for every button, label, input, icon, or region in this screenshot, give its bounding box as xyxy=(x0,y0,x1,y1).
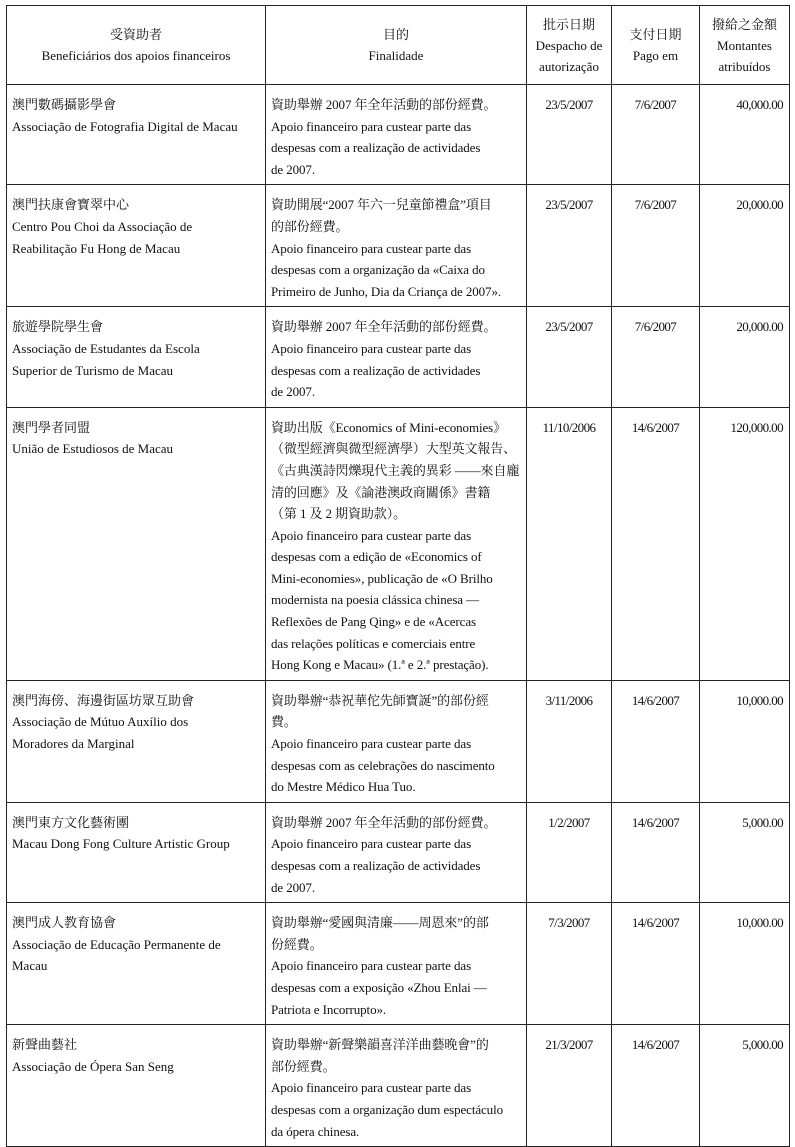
purpose-line: das relações políticas e comerciais entre xyxy=(271,635,476,651)
purpose-cell xyxy=(266,407,527,680)
beneficiary-line: Associação de Mútuo Auxílio dos xyxy=(12,714,189,730)
purpose-line: despesas com a realização de actividades xyxy=(271,362,481,378)
amount-cell xyxy=(700,407,790,680)
amount-cell xyxy=(700,185,790,307)
header-amount xyxy=(700,6,790,85)
approval-date-cell xyxy=(527,307,612,407)
header-paid-pt: Pago em xyxy=(632,48,679,63)
beneficiary-line: Associação de Educação Permanente de xyxy=(12,936,221,952)
amount-cell xyxy=(700,903,790,1025)
beneficiary-cell xyxy=(7,185,266,307)
purpose-line: Apoio financeiro para custear parte das xyxy=(271,118,472,134)
approval-date-cell xyxy=(527,1025,612,1147)
header-amount-pt-1: Montantes xyxy=(717,37,772,53)
purpose-line: 份經費。 xyxy=(271,936,323,952)
purpose-line: 清的回應》及《論港澳政商關係》書籍 xyxy=(271,484,491,500)
amount-value: 40,000.00 xyxy=(736,97,783,112)
purpose-line: despesas com as celebrações do nascimento xyxy=(271,757,495,773)
purpose-line: 資助開展“2007 年六一兒童節禮盒”項目 xyxy=(271,197,492,213)
beneficiary-cell xyxy=(7,802,266,902)
paid-date-value: 7/6/2007 xyxy=(634,97,677,112)
approval-date-value: 7/3/2007 xyxy=(548,915,590,931)
beneficiary-line: Macau xyxy=(12,958,48,974)
grants-table xyxy=(6,5,790,1147)
purpose-line: Apoio financeiro para custear parte das xyxy=(271,958,472,974)
paid-date-cell xyxy=(612,185,700,307)
table-row xyxy=(7,307,790,407)
amount-cell xyxy=(700,680,790,802)
purpose-line: 資助舉辦 2007 年全年活動的部份經費。 xyxy=(271,319,497,335)
header-purpose xyxy=(266,6,527,85)
paid-date-cell xyxy=(612,802,700,902)
purpose-line: 部份經費。 xyxy=(271,1058,336,1074)
approval-date-value: 1/2/2007 xyxy=(548,814,590,830)
table-row xyxy=(7,680,790,802)
paid-date-cell xyxy=(612,307,700,407)
beneficiary-line: Associação de Ópera San Seng xyxy=(12,1058,174,1074)
amount-value: 120,000.00 xyxy=(730,419,783,435)
beneficiary-line: 新聲曲藝社 xyxy=(12,1037,78,1053)
header-beneficiary-zh: 受資助者 xyxy=(109,27,162,42)
beneficiary-line: União de Estudiosos de Macau xyxy=(12,441,174,457)
table-row xyxy=(7,1025,790,1147)
beneficiary-line: Associação de Fotografia Digital de Macau xyxy=(12,118,238,134)
purpose-line: despesas com a exposição «Zhou Enlai — xyxy=(271,979,487,995)
purpose-line: 資助舉辦“新聲樂韻喜洋洋曲藝晚會”的 xyxy=(271,1037,489,1053)
approval-date-value: 21/3/2007 xyxy=(545,1037,593,1053)
paid-date-cell xyxy=(612,903,700,1025)
beneficiary-cell xyxy=(7,680,266,802)
purpose-line: Mini-economies», publicação de «O Brilho xyxy=(271,570,493,586)
beneficiary-line: 澳門成人教育協會 xyxy=(12,915,117,931)
header-amount-zh: 撥給之金額 xyxy=(711,16,777,32)
amount-cell xyxy=(700,85,790,185)
purpose-line: Reflexões de Pang Qing» e de «Acercas xyxy=(271,614,476,630)
purpose-cell xyxy=(266,185,527,307)
amount-value: 20,000.00 xyxy=(736,197,783,213)
purpose-line: Patriota e Incorrupto». xyxy=(271,1001,387,1017)
amount-value: 5,000.00 xyxy=(742,814,783,830)
purpose-line: de 2007. xyxy=(271,161,315,177)
purpose-line: do Mestre Médico Hua Tuo. xyxy=(271,779,416,795)
purpose-line: Hong Kong e Macau» (1.ª e 2.ª prestação). xyxy=(271,657,489,673)
header-approval-date xyxy=(527,6,612,85)
header-beneficiary xyxy=(7,6,266,85)
header-amount-pt-2: atribuídos xyxy=(718,58,771,74)
header-purpose-pt: Finalidade xyxy=(368,48,424,63)
beneficiary-line: 澳門東方文化藝術團 xyxy=(12,814,130,830)
paid-date-cell xyxy=(612,680,700,802)
purpose-line: Apoio financeiro para custear parte das xyxy=(271,736,472,752)
beneficiary-line: Macau Dong Fong Culture Artistic Group xyxy=(12,836,230,852)
purpose-line: Primeiro de Junho, Dia da Criança de 2007». xyxy=(271,283,502,299)
approval-date-cell xyxy=(527,185,612,307)
paid-date-cell xyxy=(612,85,700,185)
purpose-line: 資助舉辦 2007 年全年活動的部份經費。 xyxy=(271,814,497,830)
amount-cell xyxy=(700,307,790,407)
purpose-line: 的部份經費。 xyxy=(271,218,349,234)
amount-value: 5,000.00 xyxy=(742,1037,783,1053)
approval-date-value: 23/5/2007 xyxy=(545,319,593,335)
purpose-line: despesas com a edição de «Economics of xyxy=(271,549,482,565)
approval-date-value: 23/5/2007 xyxy=(545,97,593,112)
paid-date-cell xyxy=(612,1025,700,1147)
amount-cell xyxy=(700,802,790,902)
paid-date-cell xyxy=(612,407,700,680)
purpose-line: （微型經濟與微型經濟學）大型英文報告、 xyxy=(271,441,517,457)
beneficiary-line: 澳門數碼攝影學會 xyxy=(12,97,117,112)
approval-date-cell xyxy=(527,680,612,802)
purpose-line: de 2007. xyxy=(271,384,315,400)
purpose-line: Apoio financeiro para custear parte das xyxy=(271,240,472,256)
beneficiary-cell xyxy=(7,903,266,1025)
paid-date-value: 14/6/2007 xyxy=(631,915,680,931)
purpose-cell xyxy=(266,307,527,407)
approval-date-cell xyxy=(527,903,612,1025)
beneficiary-line: Reabilitação Fu Hong de Macau xyxy=(12,240,181,256)
beneficiary-line: 澳門扶康會寶翠中心 xyxy=(12,197,130,213)
purpose-line: Apoio financeiro para custear parte das xyxy=(271,527,472,543)
paid-date-value: 14/6/2007 xyxy=(631,1037,680,1053)
beneficiary-cell xyxy=(7,1025,266,1147)
header-purpose-zh: 目的 xyxy=(382,27,409,42)
beneficiary-line: Superior de Turismo de Macau xyxy=(12,362,174,378)
approval-date-value: 23/5/2007 xyxy=(545,197,593,213)
purpose-line: Apoio financeiro para custear parte das xyxy=(271,1080,472,1096)
header-paid-date xyxy=(612,6,700,85)
approval-date-cell xyxy=(527,85,612,185)
beneficiary-line: Moradores da Marginal xyxy=(12,736,135,752)
approval-date-cell xyxy=(527,802,612,902)
purpose-line: modernista na poesia clássica chinesa — xyxy=(271,592,479,608)
table-row xyxy=(7,802,790,902)
purpose-line: Apoio financeiro para custear parte das xyxy=(271,836,472,852)
table-row xyxy=(7,407,790,680)
table-header-row xyxy=(7,6,790,85)
table-row xyxy=(7,185,790,307)
purpose-cell xyxy=(266,680,527,802)
purpose-cell xyxy=(266,802,527,902)
purpose-line: da ópera chinesa. xyxy=(271,1123,360,1139)
approval-date-cell xyxy=(527,407,612,680)
paid-date-value: 7/6/2007 xyxy=(634,197,677,213)
paid-date-value: 7/6/2007 xyxy=(634,319,677,335)
amount-value: 10,000.00 xyxy=(736,692,783,708)
beneficiary-cell xyxy=(7,307,266,407)
header-paid-zh: 支付日期 xyxy=(629,27,682,42)
purpose-line: 資助舉辦 2007 年全年活動的部份經費。 xyxy=(271,97,497,112)
amount-value: 10,000.00 xyxy=(736,915,783,931)
purpose-line: despesas com a organização da «Caixa do xyxy=(271,262,485,278)
paid-date-value: 14/6/2007 xyxy=(631,419,680,435)
header-approval-pt-2: autorização xyxy=(539,58,599,74)
paid-date-value: 14/6/2007 xyxy=(631,814,680,830)
purpose-line: 費。 xyxy=(271,714,297,730)
purpose-line: 《古典漢詩閃爍現代主義的異彩 ——來自龐 xyxy=(271,462,520,478)
amount-value: 20,000.00 xyxy=(736,319,783,335)
amount-cell xyxy=(700,1025,790,1147)
purpose-line: despesas com a realização de actividades xyxy=(271,858,481,873)
header-beneficiary-pt: Beneficiários dos apoios financeiros xyxy=(41,48,231,63)
purpose-cell xyxy=(266,1025,527,1147)
approval-date-value: 3/11/2006 xyxy=(545,692,593,708)
beneficiary-line: 澳門學者同盟 xyxy=(12,419,91,435)
table-row xyxy=(7,903,790,1025)
header-approval-zh: 批示日期 xyxy=(542,16,595,32)
beneficiary-line: 澳門海傍、海邊街區坊眾互助會 xyxy=(12,692,195,708)
purpose-line: Apoio financeiro para custear parte das xyxy=(271,340,472,356)
beneficiary-line: Associação de Estudantes da Escola xyxy=(12,340,200,356)
purpose-line: 資助出版《Economics of Mini-economies》 xyxy=(271,419,506,435)
purpose-cell xyxy=(266,85,527,185)
beneficiary-cell xyxy=(7,85,266,185)
purpose-line: despesas com a organização dum espectáculo xyxy=(271,1101,503,1117)
purpose-cell xyxy=(266,903,527,1025)
beneficiary-cell xyxy=(7,407,266,680)
purpose-line: （第 1 及 2 期資助款）。 xyxy=(271,506,407,522)
beneficiary-line: 旅遊學院學生會 xyxy=(12,319,104,335)
paid-date-value: 14/6/2007 xyxy=(631,692,680,708)
approval-date-value: 11/10/2006 xyxy=(542,419,596,435)
table-row xyxy=(7,85,790,185)
purpose-line: 資助舉辦“愛國與清廉——周恩來”的部 xyxy=(271,915,489,931)
beneficiary-line: Centro Pou Choi da Associação de xyxy=(12,218,193,234)
purpose-line: de 2007. xyxy=(271,879,315,895)
header-approval-pt-1: Despacho de xyxy=(535,37,603,53)
purpose-line: despesas com a realização de actividades xyxy=(271,140,481,156)
purpose-line: 資助舉辦“恭祝華佗先師寶誕”的部份經 xyxy=(271,692,489,708)
